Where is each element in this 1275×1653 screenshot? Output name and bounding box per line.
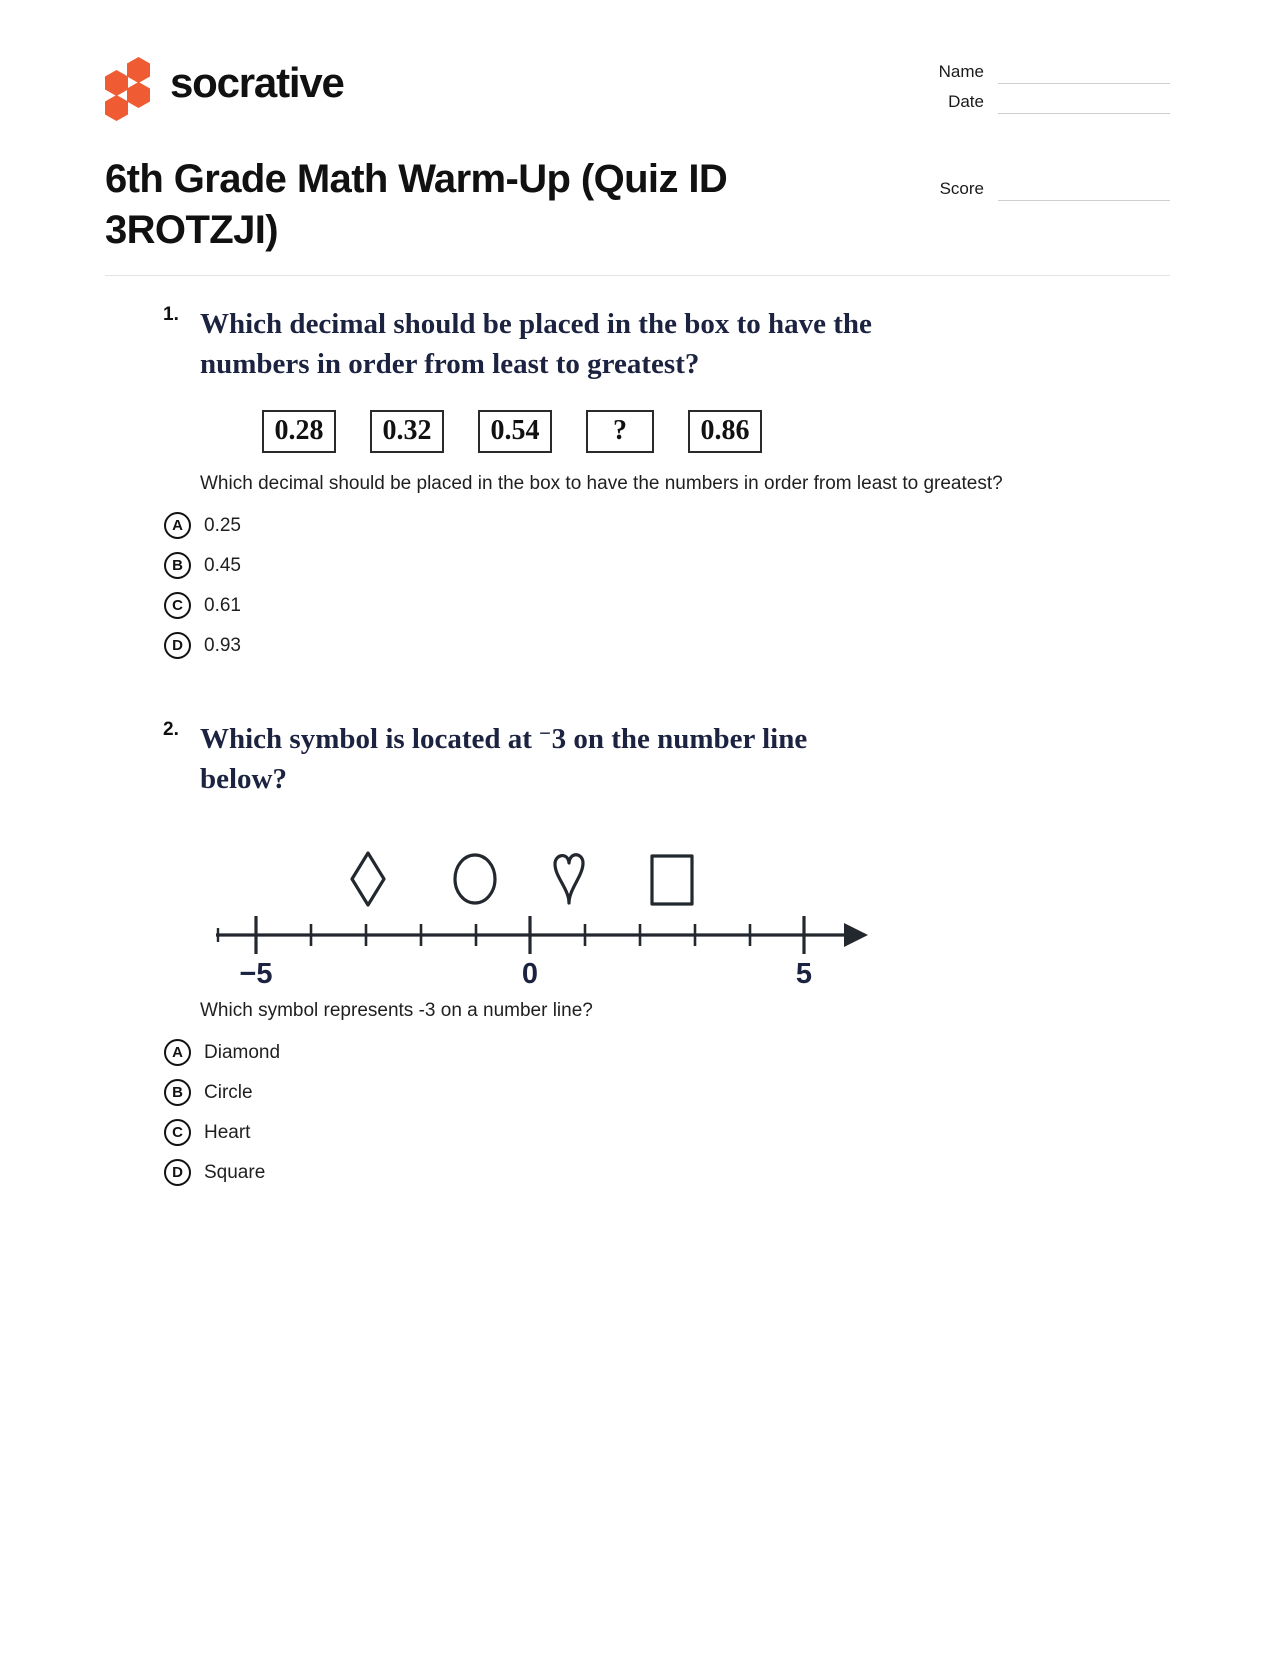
prompt-part-2: 3 on the number line below? (200, 723, 808, 796)
answer-option-a[interactable] (164, 512, 1170, 539)
axis-label-zero: 0 (521, 958, 539, 989)
option-label: 0.93 (204, 634, 241, 656)
answer-option-b[interactable] (164, 552, 1170, 579)
score-field-label: Score (939, 179, 984, 198)
name-field-line[interactable] (998, 62, 1170, 84)
question-list (105, 276, 1170, 1186)
option-label: 0.61 (204, 594, 241, 616)
heart-icon (555, 855, 583, 903)
number-line-svg (208, 823, 868, 988)
question-prompt-image (200, 304, 1170, 453)
page-header (105, 0, 1170, 253)
question-prompt-image-text: Which decimal should be placed in the box to have the numbers in order from least to greatest? (200, 308, 872, 381)
option-label: 0.45 (204, 554, 241, 576)
question-2 (105, 719, 1170, 1186)
date-field-row (870, 92, 1170, 114)
score-field-row (870, 179, 1170, 201)
answer-options (172, 1039, 1170, 1186)
student-info-fields (870, 62, 1170, 209)
date-field-label: Date (948, 92, 984, 111)
axis-label-min: −5 (239, 958, 273, 989)
decimal-box: 0.28 (262, 410, 336, 453)
answer-option-c[interactable] (164, 592, 1170, 619)
axis-label-max: 5 (795, 958, 813, 989)
prompt-part-1: Which symbol is located at (200, 723, 540, 756)
date-field-line[interactable] (998, 92, 1170, 114)
score-field-line[interactable] (998, 179, 1170, 201)
question-prompt-image (200, 719, 1170, 988)
option-label: Diamond (204, 1041, 281, 1063)
logo-hexagon (127, 57, 150, 83)
answer-option-c[interactable] (164, 1119, 1170, 1146)
logo-hexagon (105, 95, 128, 121)
decimal-boxes-figure (262, 410, 1170, 453)
answer-option-a[interactable] (164, 1039, 1170, 1066)
option-bubble[interactable]: C (164, 1119, 191, 1146)
raised-minus-sign: − (539, 721, 552, 746)
option-label: 0.25 (204, 514, 241, 536)
decimal-box: 0.54 (478, 410, 552, 453)
question-text: Which decimal should be placed in the box to have the numbers in order from least to greatest? (200, 473, 1003, 495)
number-line-figure (208, 823, 868, 988)
square-icon (652, 856, 692, 904)
option-label: Square (204, 1161, 266, 1183)
name-field-row (870, 62, 1170, 84)
circle-icon (455, 855, 495, 903)
question-prompt-image-text (200, 719, 900, 799)
option-bubble[interactable]: A (164, 1039, 191, 1066)
brand-wordmark: socrative (170, 59, 344, 106)
option-bubble[interactable]: D (164, 1159, 191, 1186)
answer-options (172, 512, 1170, 659)
logo-hexagon (105, 70, 128, 96)
socrative-hexagons-logo (105, 57, 153, 109)
decimal-box: 0.32 (370, 410, 444, 453)
question-1 (105, 304, 1170, 659)
axis-arrow-right (844, 923, 868, 947)
option-bubble[interactable]: D (164, 632, 191, 659)
diamond-icon (352, 853, 384, 905)
option-bubble[interactable]: B (164, 552, 191, 579)
logo-hexagon (127, 82, 150, 108)
page-title: 6th Grade Math Warm-Up (Quiz ID 3ROTZJI) (105, 157, 728, 253)
question-number: 1. (163, 304, 179, 325)
question-text: Which symbol represents -3 on a number line? (200, 1000, 593, 1022)
decimal-box-unknown: ? (586, 410, 654, 453)
option-bubble[interactable]: B (164, 1079, 191, 1106)
answer-option-b[interactable] (164, 1079, 1170, 1106)
answer-option-d[interactable] (164, 632, 1170, 659)
option-bubble[interactable]: C (164, 592, 191, 619)
decimal-box: 0.86 (688, 410, 762, 453)
question-number: 2. (163, 719, 179, 741)
name-field-label: Name (938, 62, 984, 81)
option-bubble[interactable]: A (164, 512, 191, 539)
answer-option-d[interactable] (164, 1159, 1170, 1186)
option-label: Circle (204, 1081, 253, 1103)
option-label: Heart (204, 1121, 251, 1143)
